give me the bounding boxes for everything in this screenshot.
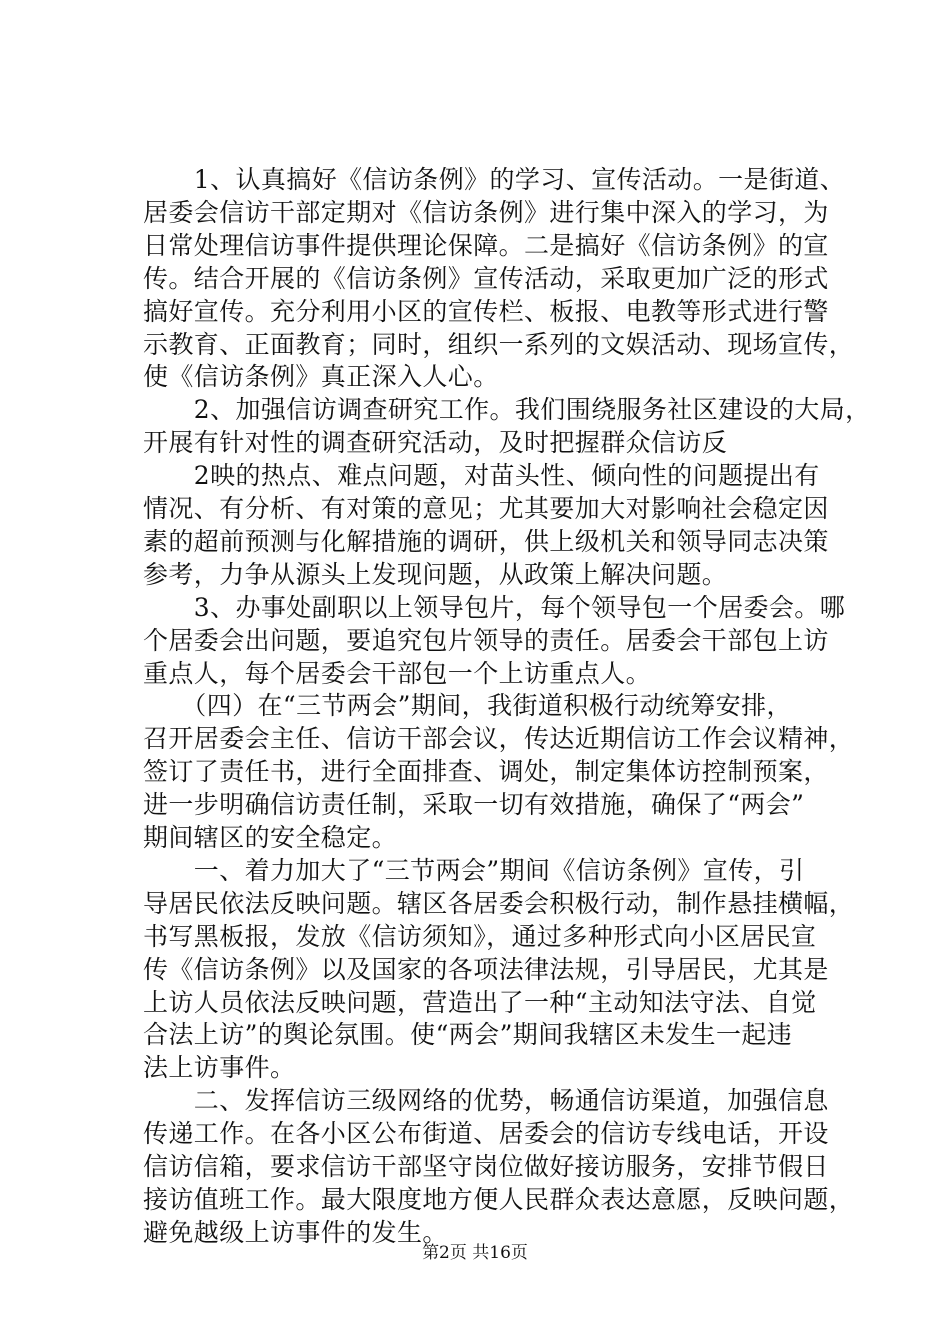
text-line: （四）在“三节两会”期间，我街道积极行动统筹安排， xyxy=(143,691,792,721)
text-line: 一、着力加大了“三节两会”期间《信访条例》宣传，引 xyxy=(143,855,805,885)
text-line: 上访人员依法反映问题，营造出了一种“主动知法守法、自觉 xyxy=(143,987,817,1017)
text-line: 避免越级上访事件的发生。 xyxy=(143,1217,448,1247)
text-line: 接访值班工作。最大限度地方便人民群众表达意愿，反映问题， xyxy=(143,1184,855,1214)
text-line: 参考，力争从源头上发现问题，从政策上解决问题。 xyxy=(143,559,728,589)
text-line: 重点人，每个居委会干部包一个上访重点人。 xyxy=(143,658,652,688)
text-line: 传《信访条例》以及国家的各项法律法规，引导居民，尤其是 xyxy=(143,954,829,984)
text-line: 二、发挥信访三级网络的优势，畅通信访渠道，加强信息 xyxy=(143,1086,829,1116)
text-line: 开展有针对性的调查研究活动，及时把握群众信访反 xyxy=(143,428,728,458)
text-line: 情况、有分析、有对策的意见；尤其要加大对影响社会稳定因 xyxy=(143,494,829,523)
text-line: 素的超前预测与化解措施的调研，供上级机关和领导同志决策 xyxy=(143,526,829,556)
text-line: 召开居委会主任、信访干部会议，传达近期信访工作会议精神， xyxy=(143,724,855,754)
text-line: 2、加强信访调查研究工作。我们围绕服务社区建设的大局， xyxy=(143,395,871,425)
text-line: 信访信箱，要求信访干部坚守岗位做好接访服务，安排节假日 xyxy=(143,1152,829,1181)
text-line: 1、认真搞好《信访条例》的学习、宣传活动。一是街道、 xyxy=(143,165,846,194)
text-line: 个居委会出问题，要追究包片领导的责任。居委会干部包上访 xyxy=(143,625,829,655)
text-line: 日常处理信访事件提供理论保障。二是搞好《信访条例》的宣 xyxy=(143,230,829,260)
text-line: 2映的热点、难点问题，对苗头性、倾向性的问题提出有 xyxy=(143,461,820,491)
text-line: 导居民依法反映问题。辖区各居委会积极行动，制作悬挂横幅， xyxy=(143,888,855,918)
text-line: 示教育、正面教育；同时，组织一系列的文娱活动、现场宣传， xyxy=(143,329,855,359)
text-line: 期间辖区的安全稳定。 xyxy=(143,823,398,852)
text-line: 书写黑板报，发放《信访须知》，通过多种形式向小区居民宣 xyxy=(143,921,817,951)
text-line: 传递工作。在各小区公布街道、居委会的信访专线电话，开设 xyxy=(143,1119,829,1149)
text-line: 3、办事处副职以上领导包片，每个领导包一个居委会。哪 xyxy=(143,592,846,622)
text-line: 搞好宣传。充分利用小区的宣传栏、板报、电教等形式进行警 xyxy=(143,296,829,326)
page-footer: 第2页 共16页 xyxy=(422,1243,528,1263)
text-line: 传。结合开展的《信访条例》宣传活动，采取更加广泛的形式 xyxy=(143,263,829,293)
text-line: 合法上访”的舆论氛围。使“两会”期间我辖区未发生一起违 xyxy=(143,1020,793,1050)
text-line: 居委会信访干部定期对《信访条例》进行集中深入的学习，为 xyxy=(143,197,829,227)
text-line: 签订了责任书，进行全面排查、调处，制定集体访控制预案， xyxy=(143,757,829,787)
text-line: 进一步明确信访责任制，采取一切有效措施，确保了“两会” xyxy=(143,790,805,820)
text-line: 使《信访条例》真正深入人心。 xyxy=(143,362,499,392)
text-line: 法上访事件。 xyxy=(143,1053,296,1083)
